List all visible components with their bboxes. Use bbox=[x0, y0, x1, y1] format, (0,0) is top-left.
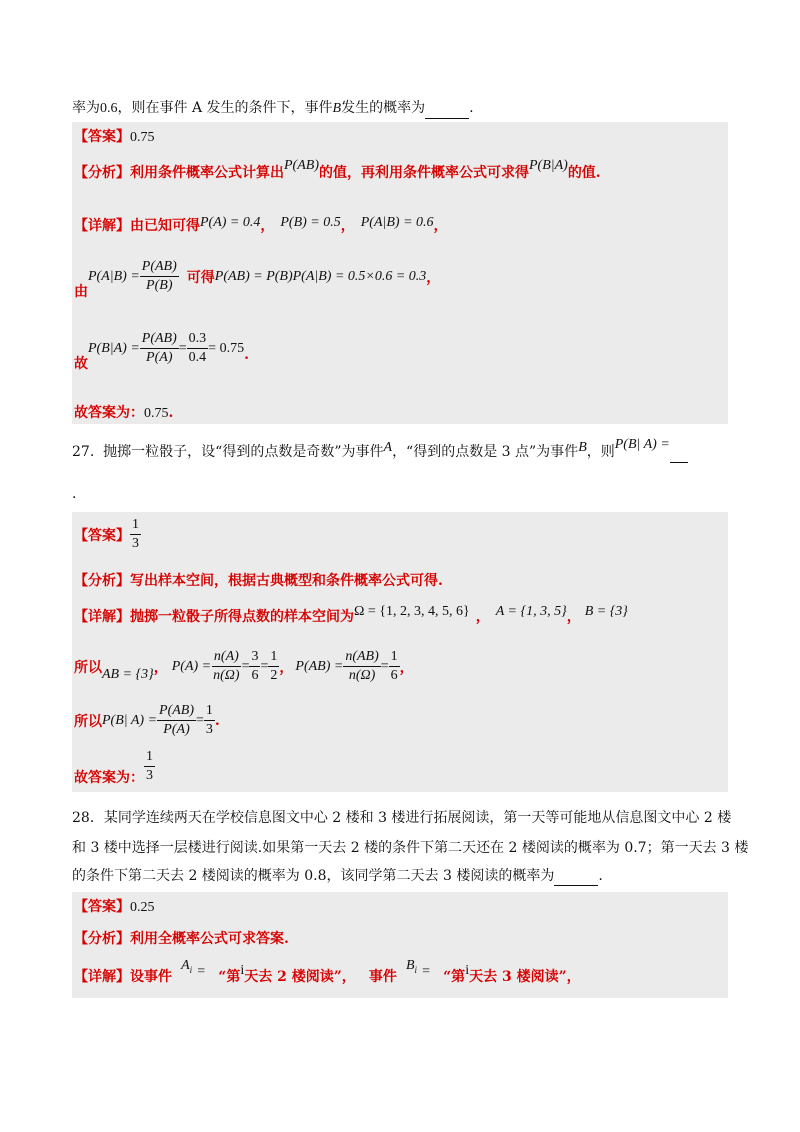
numerator: n(A) bbox=[212, 648, 241, 667]
analysis-text: 的值，再利用条件概率公式可求得 bbox=[318, 165, 529, 181]
q28-text: 的条件下第二天去 2 楼阅读的概率为 0.8，该同学第二天去 3 楼阅读的概率为 bbox=[72, 868, 555, 884]
denominator: 6 bbox=[390, 668, 398, 683]
separator: ， bbox=[340, 218, 355, 234]
q27-text: 抛掷一粒骰子，设“得到的点数是奇数”为事件 bbox=[103, 444, 384, 460]
formula: P(B| A) = bbox=[102, 712, 158, 728]
fraction bbox=[140, 330, 179, 367]
derivation-row-26a bbox=[74, 258, 441, 300]
fraction bbox=[204, 702, 215, 739]
answer-blank bbox=[670, 448, 688, 463]
q27-text: ，则 bbox=[586, 444, 615, 460]
detail-text: 抛掷一粒骰子所得点数的样本空间为 bbox=[130, 609, 354, 625]
subscript: i bbox=[414, 964, 418, 975]
separator: ， bbox=[566, 609, 581, 625]
formula: P(A|B) = bbox=[88, 268, 140, 284]
q26-event: B bbox=[332, 101, 342, 116]
numerator: 1 bbox=[130, 516, 141, 535]
q26-tail-line bbox=[72, 98, 474, 119]
answer-tag: 【答案】 bbox=[74, 129, 130, 145]
separator: ， bbox=[475, 609, 490, 625]
event-a: A bbox=[181, 958, 190, 973]
index-i: i bbox=[465, 963, 470, 978]
detail-row-28 bbox=[74, 958, 581, 987]
detail-row-26 bbox=[74, 215, 448, 235]
denominator: 3 bbox=[205, 722, 213, 737]
q27-dot bbox=[72, 484, 76, 504]
analysis-text: 利用条件概率公式计算出 bbox=[130, 165, 284, 181]
answer-row-28 bbox=[74, 896, 155, 916]
formula: Ω = {1, 2, 3, 4, 5, 6} bbox=[354, 604, 470, 619]
final-label: 故答案为： bbox=[74, 405, 144, 421]
period: . bbox=[244, 346, 249, 363]
text-gu: 故 bbox=[74, 355, 88, 372]
q28-text: 和 3 楼中选择一层楼进行阅读.如果第一天去 2 楼的条件下第二天还在 2 楼阅读的概率为 0.7；第一天去 3 楼 bbox=[72, 840, 749, 856]
period: . bbox=[598, 868, 603, 884]
answer-row-26 bbox=[74, 126, 155, 146]
fraction bbox=[144, 748, 155, 785]
text-kede: 可得 bbox=[186, 269, 215, 286]
numerator: 1 bbox=[268, 648, 279, 667]
numerator: 3 bbox=[249, 648, 260, 667]
equals: = bbox=[241, 658, 250, 674]
formula: P(B) = 0.5 bbox=[280, 215, 341, 230]
numerator: n(AB) bbox=[343, 648, 380, 667]
quote-text: 天去 3 楼阅读”， bbox=[469, 969, 581, 985]
text-suoyi: 所以 bbox=[74, 659, 102, 676]
formula: P(AB) = P(B)P(A|B) = 0.5×0.6 = 0.3 bbox=[214, 268, 427, 284]
separator: ， bbox=[426, 269, 441, 286]
formula: A = {1, 3, 5} bbox=[495, 604, 567, 619]
denominator: n(Ω) bbox=[348, 668, 376, 683]
derivation-row-27b bbox=[74, 702, 220, 739]
answer-value: 0.75 bbox=[130, 130, 155, 145]
q26-text: 率为 bbox=[72, 100, 100, 116]
q26-period: . bbox=[469, 100, 474, 116]
formula: P(A|B) = 0.6 bbox=[360, 215, 434, 230]
separator: ， bbox=[433, 218, 448, 234]
detail-tag: 【详解】 bbox=[74, 609, 130, 625]
derivation-row-27a bbox=[74, 648, 414, 685]
formula: P(A) = bbox=[171, 658, 212, 674]
analysis-tag: 【分析】 bbox=[74, 165, 130, 181]
answer-tag: 【答案】 bbox=[74, 899, 130, 915]
final-answer-27 bbox=[74, 748, 155, 785]
fraction bbox=[343, 648, 380, 685]
q28-text: 28．某同学连续两天在学校信息图文中心 2 楼和 3 楼进行拓展阅读，第一天等可能地从信息图文中心 2 楼 bbox=[72, 810, 732, 826]
formula: P(B|A) bbox=[528, 158, 568, 173]
analysis-row-26 bbox=[74, 158, 601, 182]
numerator: P(AB) bbox=[157, 702, 196, 721]
equals: = bbox=[197, 964, 206, 979]
numerator: 1 bbox=[204, 702, 215, 721]
final-label: 故答案为： bbox=[74, 769, 144, 786]
answer-blank bbox=[425, 104, 469, 119]
q26-text: ，则在事件 A 发生的条件下，事件 bbox=[117, 100, 333, 116]
analysis-text: 的值. bbox=[567, 165, 601, 181]
question-number: 27. bbox=[72, 444, 95, 460]
separator: ， bbox=[260, 218, 275, 234]
separator: ， bbox=[279, 659, 294, 676]
separator: ， bbox=[153, 659, 168, 676]
analysis-row-28 bbox=[74, 928, 289, 948]
numerator: 0.3 bbox=[187, 330, 209, 349]
formula: P(A) = 0.4 bbox=[200, 215, 261, 230]
formula: P(AB) bbox=[284, 158, 319, 173]
answer-value: 0.25 bbox=[130, 900, 155, 915]
fraction bbox=[130, 516, 141, 553]
detail-tag: 【详解】 bbox=[74, 218, 130, 234]
detail-tag: 【详解】 bbox=[74, 969, 130, 985]
final-value: 0.75 bbox=[144, 406, 169, 421]
q27-text: ，“得到的点数是 3 点”为事件 bbox=[392, 444, 579, 460]
fraction bbox=[249, 648, 260, 685]
analysis-text: 写出样本空间，根据古典概型和条件概率公式可得. bbox=[130, 573, 443, 589]
equals: = bbox=[178, 340, 187, 356]
fraction bbox=[268, 648, 279, 685]
formula: P(B|A) = bbox=[88, 340, 140, 356]
q28-line-1 bbox=[72, 808, 731, 828]
formula: B = {3} bbox=[584, 604, 628, 619]
numerator: P(AB) bbox=[140, 330, 179, 349]
subscript: i bbox=[189, 964, 193, 975]
final-answer-26 bbox=[74, 402, 173, 422]
denominator: 2 bbox=[270, 668, 278, 683]
numerator: 1 bbox=[144, 748, 155, 767]
period: . bbox=[168, 405, 174, 421]
period: . bbox=[72, 486, 77, 502]
analysis-row-27 bbox=[74, 570, 443, 590]
answer-blank bbox=[554, 871, 598, 886]
formula: = 0.75 bbox=[208, 340, 245, 356]
quote-text: 天去 2 楼阅读”， bbox=[244, 969, 356, 985]
denominator: P(B) bbox=[146, 278, 173, 293]
equals: = bbox=[422, 964, 431, 979]
q27-line bbox=[72, 437, 688, 463]
quote-text: “第 bbox=[443, 969, 466, 985]
q27-event: A bbox=[383, 440, 393, 455]
fraction bbox=[187, 330, 209, 367]
denominator: 3 bbox=[132, 536, 139, 551]
numerator: 1 bbox=[389, 648, 400, 667]
q26-text: 发生的概率为 bbox=[341, 100, 426, 116]
denominator: 6 bbox=[251, 668, 259, 683]
formula: AB = {3} bbox=[102, 666, 154, 682]
text-shijian: 事件 bbox=[368, 969, 397, 985]
period: . bbox=[214, 712, 220, 729]
detail-row-27 bbox=[74, 606, 628, 626]
analysis-text: 利用全概率公式可求答案. bbox=[130, 931, 289, 947]
analysis-tag: 【分析】 bbox=[74, 931, 130, 947]
text-you: 由 bbox=[74, 283, 88, 300]
denominator: n(Ω) bbox=[213, 668, 240, 683]
q26-value: 0.6 bbox=[100, 101, 118, 116]
fraction bbox=[157, 702, 196, 739]
text-suoyi: 所以 bbox=[74, 713, 102, 730]
derivation-row-26b bbox=[74, 330, 249, 372]
formula: P(B| A) = bbox=[614, 437, 670, 452]
denominator: 0.4 bbox=[188, 350, 207, 365]
fraction bbox=[211, 648, 241, 685]
detail-text: 设事件 bbox=[130, 969, 172, 985]
answer-row-27 bbox=[74, 516, 141, 553]
denominator: P(A) bbox=[163, 722, 190, 737]
fraction bbox=[389, 648, 400, 685]
index-i: i bbox=[240, 963, 245, 978]
event-b: B bbox=[405, 958, 415, 973]
separator: ， bbox=[399, 659, 414, 676]
equals: = bbox=[380, 658, 389, 674]
formula: P(AB) = bbox=[295, 658, 344, 674]
detail-text: 由已知可得 bbox=[130, 218, 200, 234]
equals: = bbox=[260, 658, 269, 674]
q27-event: B bbox=[578, 440, 587, 455]
quote-text: “第 bbox=[218, 969, 241, 985]
numerator: P(AB) bbox=[140, 258, 179, 277]
q28-line-3 bbox=[72, 866, 603, 886]
analysis-tag: 【分析】 bbox=[74, 573, 130, 589]
denominator: P(A) bbox=[146, 350, 173, 365]
answer-tag: 【答案】 bbox=[74, 527, 130, 544]
fraction bbox=[140, 258, 179, 295]
equals: = bbox=[196, 712, 204, 728]
q28-line-2 bbox=[72, 838, 748, 858]
denominator: 3 bbox=[146, 768, 153, 783]
